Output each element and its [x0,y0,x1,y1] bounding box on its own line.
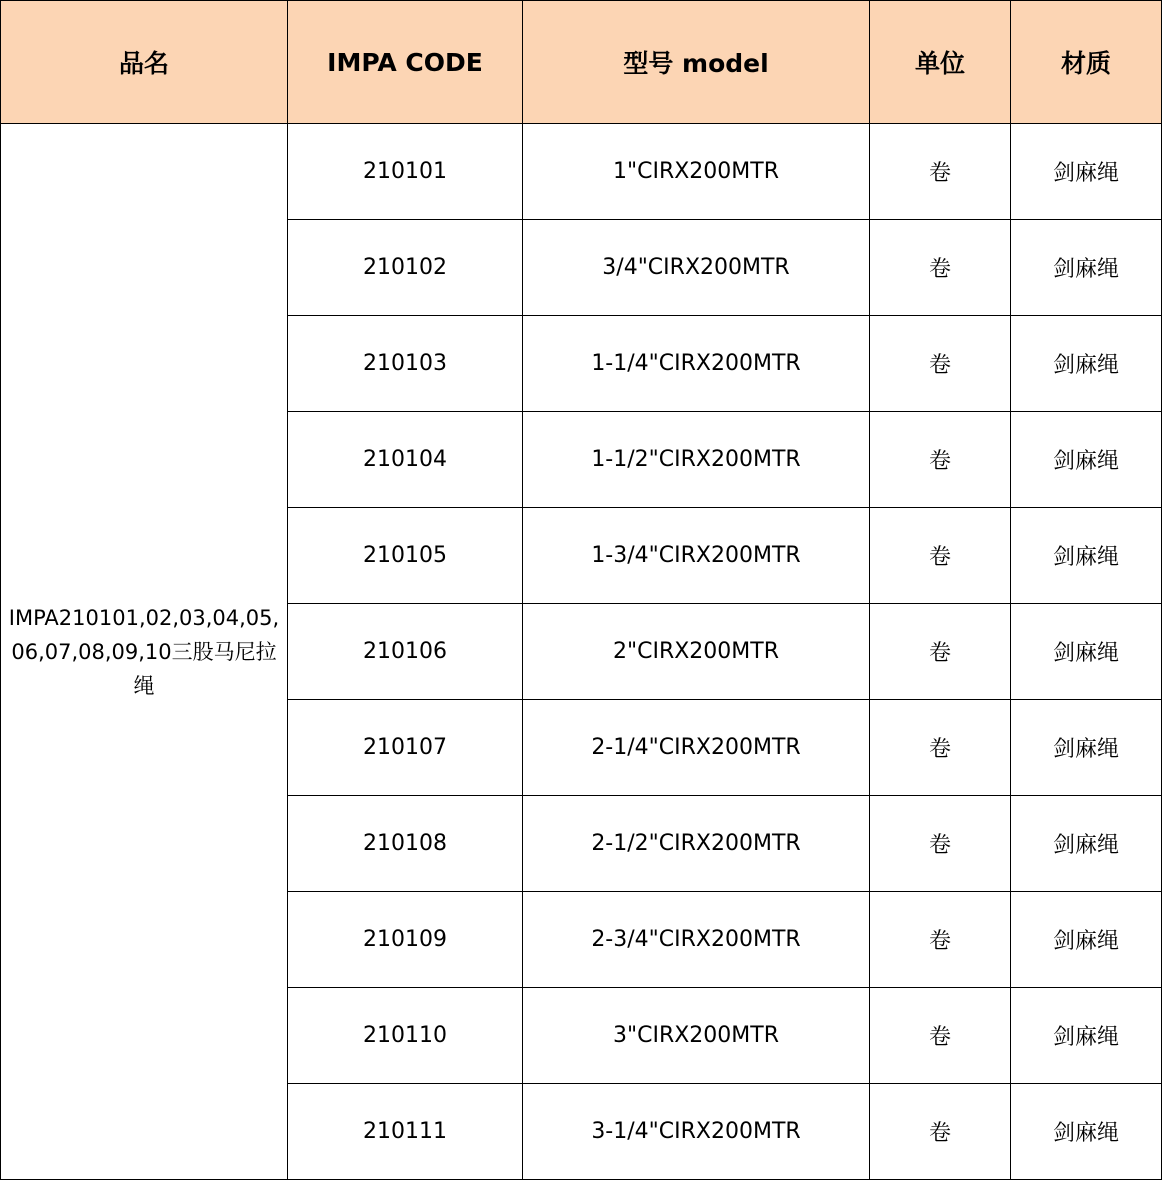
material-cell: 剑麻绳 [1011,412,1162,508]
unit-cell: 卷 [870,700,1011,796]
header-impa-code: IMPA CODE [288,1,523,124]
material-cell: 剑麻绳 [1011,1084,1162,1180]
unit-cell: 卷 [870,412,1011,508]
model-cell: 2"CIRX200MTR [523,604,870,700]
model-cell: 1-1/2"CIRX200MTR [523,412,870,508]
impa-code-cell: 210106 [288,604,523,700]
model-cell: 2-3/4"CIRX200MTR [523,892,870,988]
header-material: 材质 [1011,1,1162,124]
product-name-cell: IMPA210101,02,03,04,05,06,07,08,09,10三股马尼拉绳 [1,124,288,1180]
impa-code-cell: 210107 [288,700,523,796]
table-header [1,1,1162,124]
model-cell: 2-1/4"CIRX200MTR [523,700,870,796]
model-cell: 3"CIRX200MTR [523,988,870,1084]
unit-cell: 卷 [870,988,1011,1084]
table-body [1,124,1162,1180]
impa-code-cell: 210103 [288,316,523,412]
model-cell: 3/4"CIRX200MTR [523,220,870,316]
unit-cell: 卷 [870,604,1011,700]
model-cell: 1-1/4"CIRX200MTR [523,316,870,412]
impa-code-cell: 210105 [288,508,523,604]
material-cell: 剑麻绳 [1011,508,1162,604]
table-row [1,124,1162,220]
unit-cell: 卷 [870,220,1011,316]
unit-cell: 卷 [870,1084,1011,1180]
material-cell: 剑麻绳 [1011,796,1162,892]
impa-code-cell: 210109 [288,892,523,988]
material-cell: 剑麻绳 [1011,892,1162,988]
impa-code-cell: 210111 [288,1084,523,1180]
unit-cell: 卷 [870,124,1011,220]
unit-cell: 卷 [870,796,1011,892]
model-cell: 2-1/2"CIRX200MTR [523,796,870,892]
model-cell: 1"CIRX200MTR [523,124,870,220]
unit-cell: 卷 [870,892,1011,988]
material-cell: 剑麻绳 [1011,604,1162,700]
header-name: 品名 [1,1,288,124]
material-cell: 剑麻绳 [1011,988,1162,1084]
material-cell: 剑麻绳 [1011,316,1162,412]
material-cell: 剑麻绳 [1011,700,1162,796]
header-unit: 单位 [870,1,1011,124]
impa-code-cell: 210110 [288,988,523,1084]
impa-code-cell: 210108 [288,796,523,892]
impa-code-cell: 210101 [288,124,523,220]
material-cell: 剑麻绳 [1011,124,1162,220]
impa-code-cell: 210104 [288,412,523,508]
model-cell: 1-3/4"CIRX200MTR [523,508,870,604]
header-model: 型号 model [523,1,870,124]
unit-cell: 卷 [870,316,1011,412]
material-cell: 剑麻绳 [1011,220,1162,316]
unit-cell: 卷 [870,508,1011,604]
model-cell: 3-1/4"CIRX200MTR [523,1084,870,1180]
impa-code-cell: 210102 [288,220,523,316]
header-row [1,1,1162,124]
